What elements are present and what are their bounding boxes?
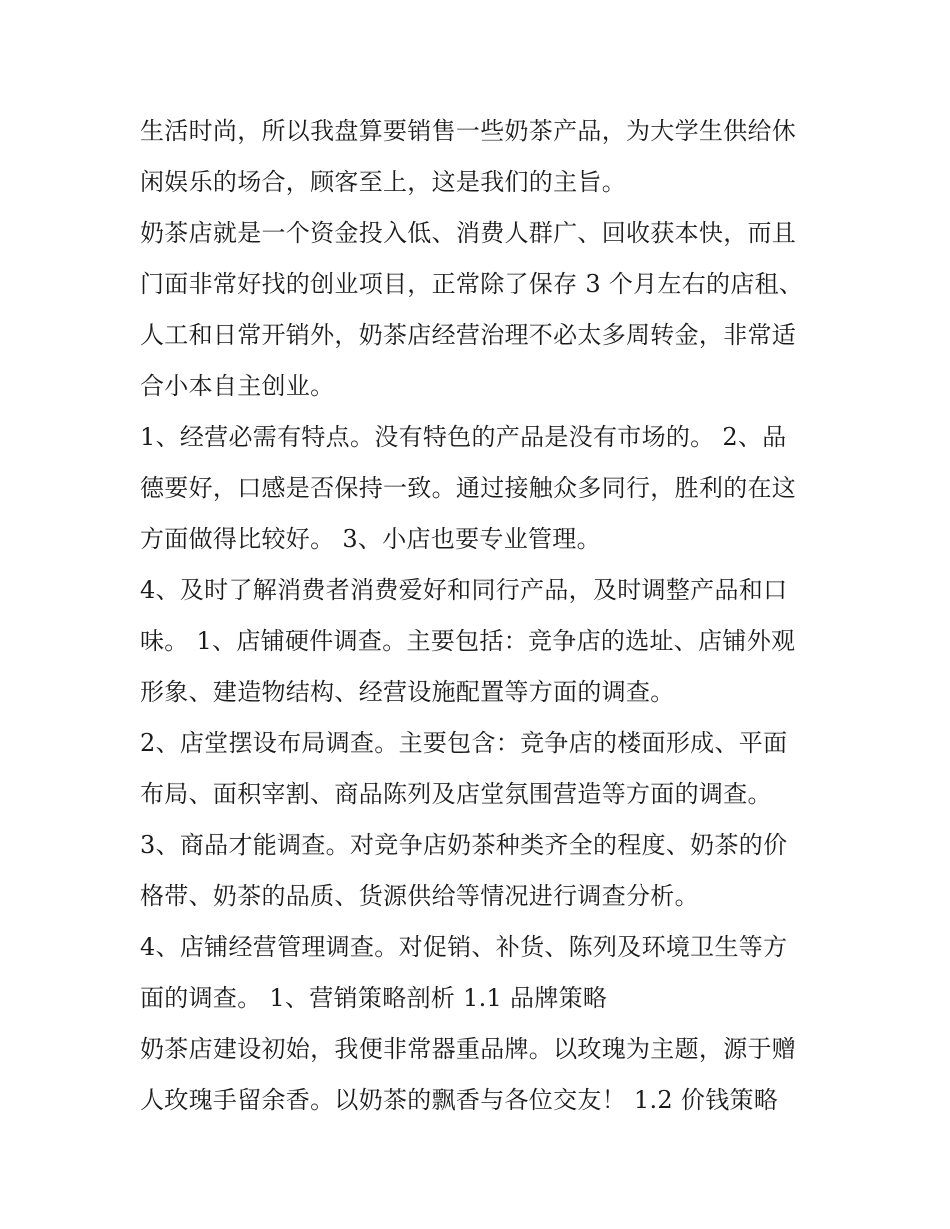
text-line: 味。 1、店铺硬件调查。主要包括：竞争店的选址、店铺外观 xyxy=(140,627,796,655)
text-line: 奶茶店就是一个资金投入低、消费人群广、回收获本快，而且 xyxy=(140,219,797,247)
text-line: 方面做得比较好。 3、小店也要专业管理。 xyxy=(140,525,601,553)
text-line: 4、及时了解消费者消费爱好和同行产品，及时调整产品和口 xyxy=(140,576,788,604)
text-line: 生活时尚，所以我盘算要销售一些奶茶产品，为大学生供给休 xyxy=(140,117,797,145)
text-line: 德要好，口感是否保持一致。通过接触众多同行，胜利的在这 xyxy=(140,474,797,502)
text-line: 奶茶店建设初始，我便非常器重品牌。以玫瑰为主题，源于赠 xyxy=(140,1035,797,1063)
text-line: 门面非常好找的创业项目，正常除了保存 3 个月左右的店租、 xyxy=(140,270,804,298)
text-line: 形象、建造物结构、经营设施配置等方面的调查。 xyxy=(140,678,675,706)
text-line: 面的调查。 1、营销策略剖析 1.1 品牌策略 xyxy=(140,984,608,1012)
text-line: 4、店铺经营管理调查。对促销、补货、陈列及环境卫生等方 xyxy=(140,933,788,961)
text-line: 格带、奶茶的品质、货源供给等情况进行调查分析。 xyxy=(140,882,699,910)
text-line: 闲娱乐的场合，顾客至上，这是我们的主旨。 xyxy=(140,168,626,196)
text-line: 合小本自主创业。 xyxy=(140,372,335,400)
text-line: 人工和日常开销外，奶茶店经营治理不必太多周转金，非常适 xyxy=(140,321,797,349)
text-line: 布局、面积宰割、商品陈列及店堂氛围营造等方面的调查。 xyxy=(140,780,772,808)
text-line: 人玫瑰手留余香。以奶茶的飘香与各位交友！ 1.2 价钱策略 xyxy=(140,1086,779,1114)
document-body xyxy=(140,106,820,1126)
text-line: 2、店堂摆设布局调查。主要包含：竞争店的楼面形成、平面 xyxy=(140,729,788,757)
text-line: 1、经营必需有特点。没有特色的产品是没有市场的。 2、品 xyxy=(140,423,787,451)
text-line: 3、商品才能调查。对竞争店奶茶种类齐全的程度、奶茶的价 xyxy=(140,831,788,859)
